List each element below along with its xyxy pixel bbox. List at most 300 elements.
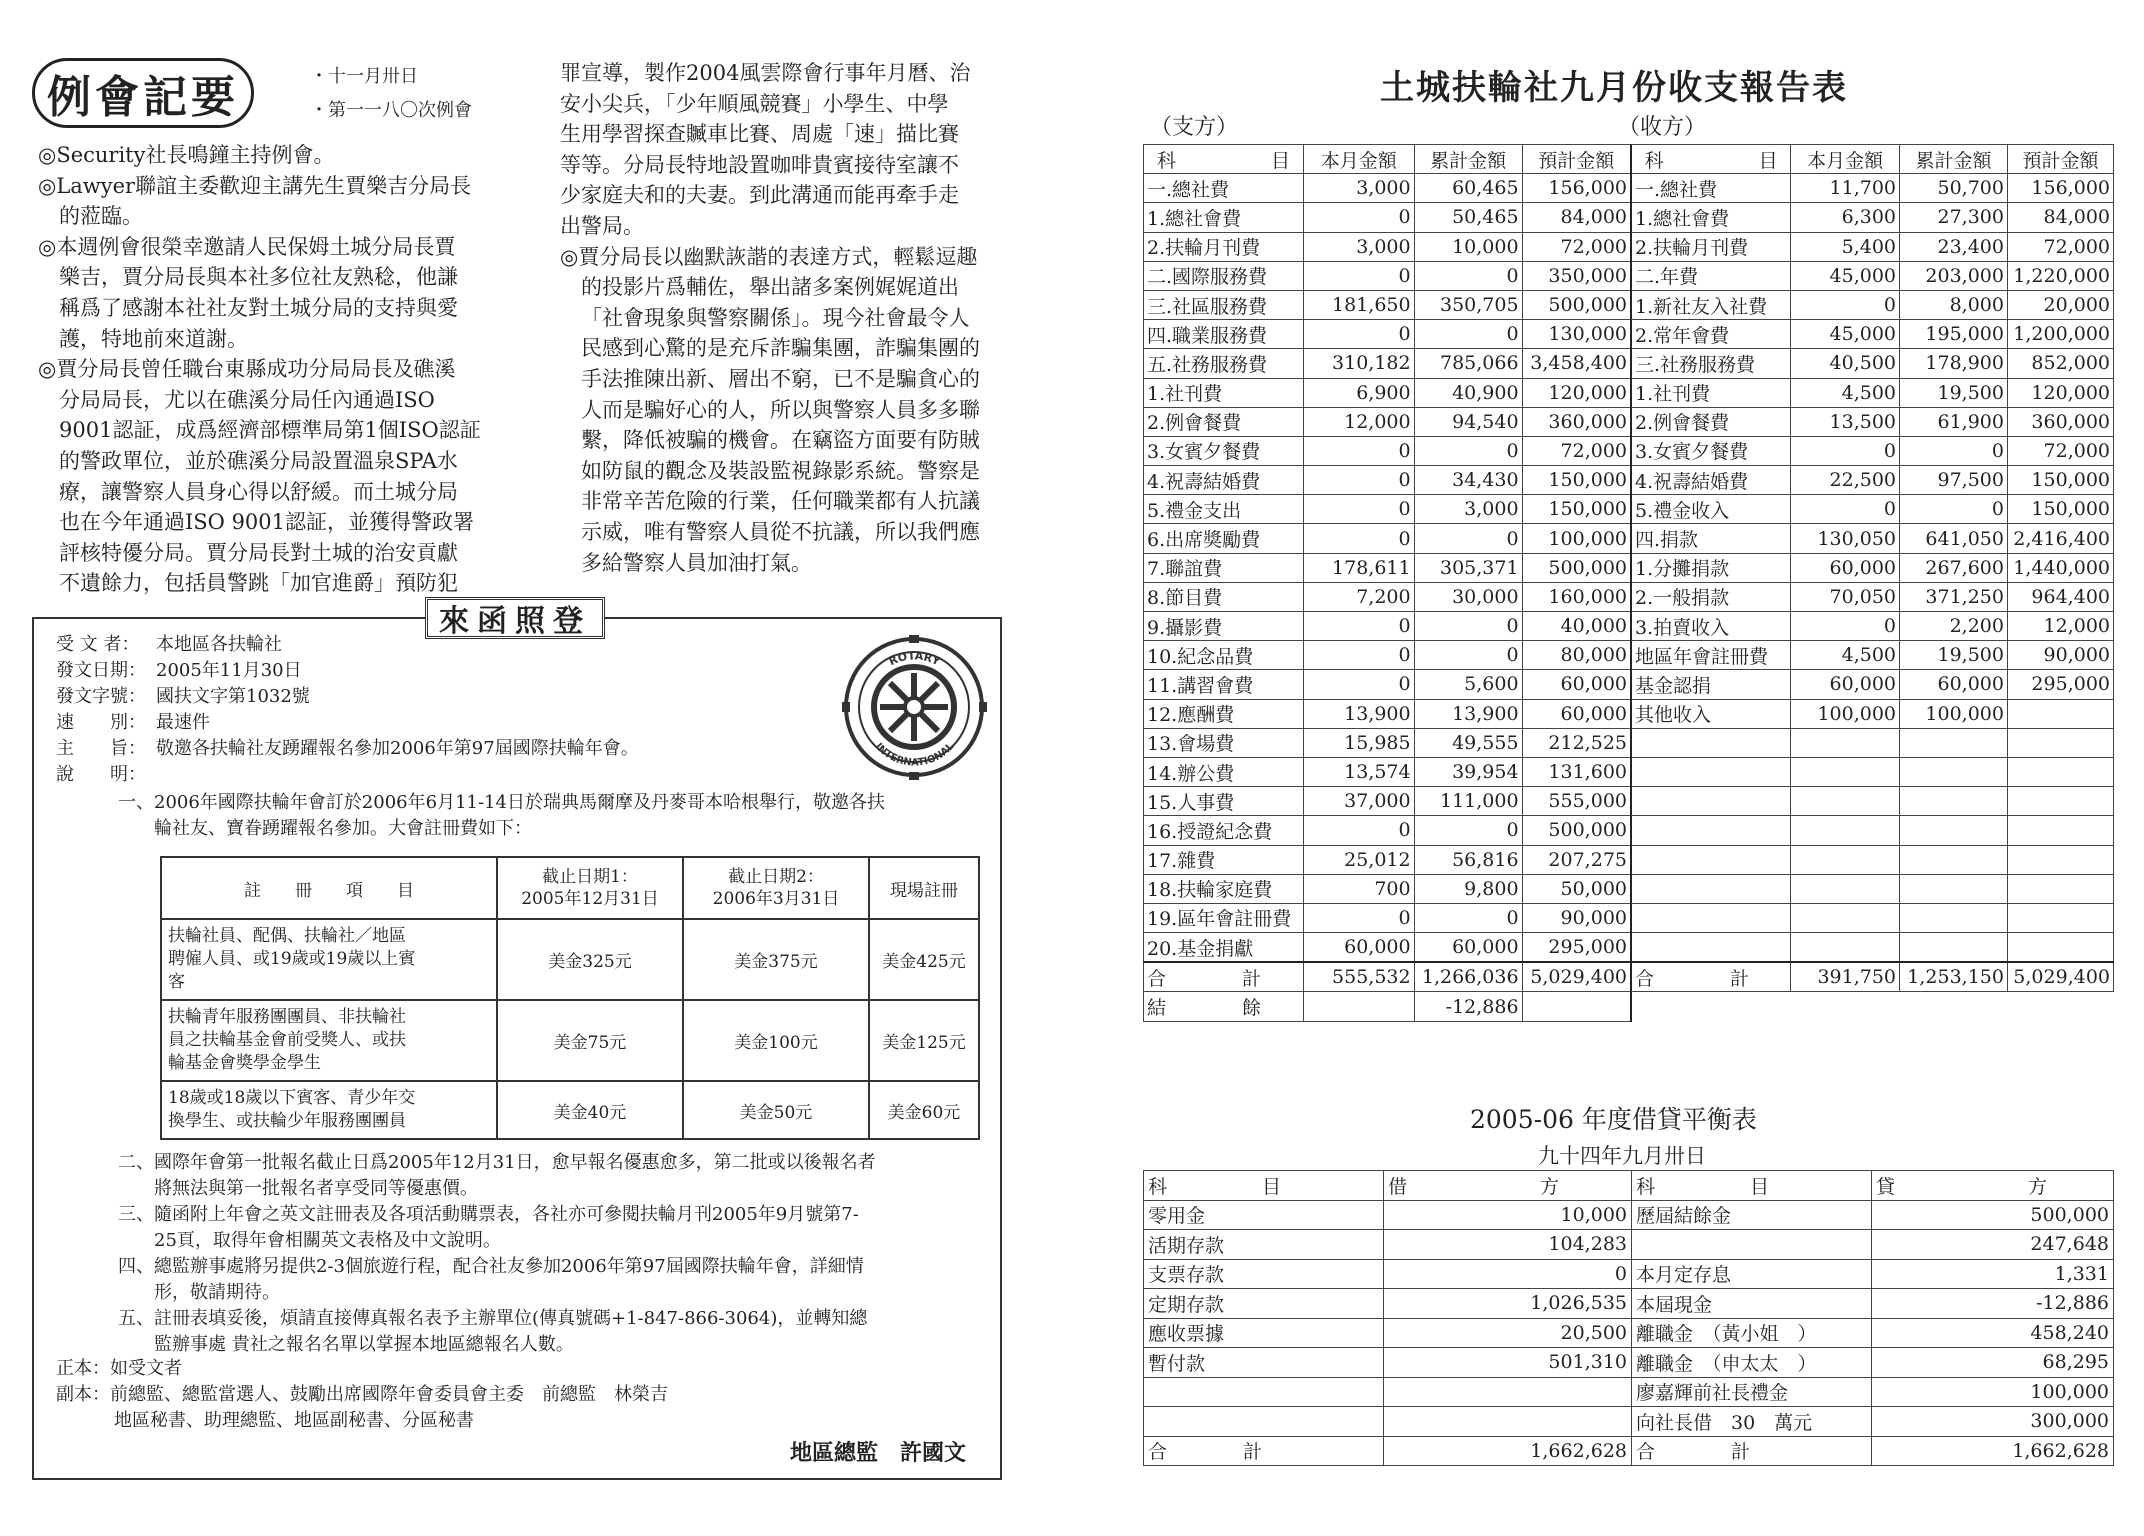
amount-cell: 0 <box>1414 524 1522 553</box>
article-line: 也在今年通過ISO 9001認証，並獲得警政署 <box>59 510 475 535</box>
account-name-cell: 2.例會餐費 <box>1631 407 1791 436</box>
amount-cell: 0 <box>1303 612 1414 641</box>
article-line: 「社會現象與警察關係」。現今社會最令人 <box>581 305 970 330</box>
fee-cell: 美金375元 <box>683 919 869 1000</box>
amount-cell: 60,000 <box>1522 699 1631 728</box>
article-line: 人而是騙好心的人，所以與警察人員多多聯 <box>581 397 980 422</box>
copy-recipients <box>56 1382 936 1434</box>
amount-cell <box>1900 787 2008 816</box>
article-line: 護，特地前來道謝。 <box>59 326 248 351</box>
amount-cell <box>1900 816 2008 845</box>
field-value: 本地區各扶輪社 <box>156 634 282 655</box>
account-name-cell: 科 目 <box>1632 1171 1872 1201</box>
amount-cell: 0 <box>1303 524 1414 553</box>
amount-cell: 0 <box>1414 612 1522 641</box>
item-line: 監辦事處 貴社之報名名單以掌握本地區總報名人數。 <box>154 1334 574 1355</box>
amount-cell: 0 <box>1414 816 1522 845</box>
amount-cell <box>2007 903 2113 932</box>
article-line: 出警局。 <box>560 213 644 238</box>
table-row <box>1144 933 2114 963</box>
account-name-cell: 2.一般捐款 <box>1631 582 1791 611</box>
fee-cell: 美金325元 <box>497 919 683 1000</box>
amount-cell: 111,000 <box>1414 787 1522 816</box>
amount-cell: 60,000 <box>1414 933 1522 963</box>
account-name-cell: 13.會場費 <box>1144 728 1304 757</box>
account-name-cell: 三.社區服務費 <box>1144 290 1304 319</box>
table-header: 現場註冊 <box>869 857 979 919</box>
account-name-cell: 合 計 <box>1144 1436 1384 1466</box>
amount-cell: 0 <box>1414 903 1522 932</box>
item-line: 五、註冊表填妥後，煩請直接傳真報名表予主辦單位(傳真號碼+1-847-866-3064)，並轉知總 <box>118 1308 868 1329</box>
article-line: 等等。分局長特地設置咖啡貴賓接待室讓不 <box>560 152 959 177</box>
article-line: 繫，降低被騙的機會。在竊盜方面要有防賊 <box>581 428 980 453</box>
amount-cell: 97,500 <box>1900 466 2008 495</box>
amount-cell: 3,000 <box>1303 232 1414 261</box>
field-key: 速 別： <box>56 712 146 733</box>
amount-cell: 852,000 <box>2007 349 2113 378</box>
account-name-cell: 應收票據 <box>1144 1318 1384 1348</box>
amount-cell: 預計金額 <box>2007 145 2113 174</box>
table-row <box>1144 582 2114 611</box>
account-name-cell: 1.社刊費 <box>1144 378 1304 407</box>
amount-cell: 0 <box>1414 261 1522 290</box>
amount-cell: 555,532 <box>1303 962 1414 992</box>
account-name-cell: 2.常年會費 <box>1631 320 1791 349</box>
balance-sheet-table <box>1143 1170 2114 1466</box>
desc-line: 聘僱人員、或19歲或19歲以上賓 <box>168 949 416 969</box>
copy-line: 地區秘書、助理總監、地區副秘書、分區秘書 <box>114 1410 474 1431</box>
meeting-meta <box>310 60 472 128</box>
amount-cell: 5,400 <box>1791 232 1900 261</box>
article-line: 稱爲了感謝本社社友對土城分局的支持與愛 <box>59 295 458 320</box>
account-name-cell <box>1632 1230 1872 1260</box>
amount-cell: 11,700 <box>1791 174 1900 203</box>
account-name-cell: 科 目 <box>1144 1171 1384 1201</box>
fee-cell: 美金60元 <box>869 1081 979 1139</box>
amount-cell: 1,662,628 <box>1872 1436 2114 1466</box>
amount-cell: 295,000 <box>1522 933 1631 963</box>
account-name-cell: 四.職業服務費 <box>1144 320 1304 349</box>
amount-cell: 700 <box>1303 874 1414 903</box>
amount-cell: 25,012 <box>1303 845 1414 874</box>
amount-cell: 104,283 <box>1384 1230 1632 1260</box>
seal-text-bottom: INTERNATIONAL <box>872 741 957 769</box>
amount-cell: 203,000 <box>1900 261 2008 290</box>
table-row <box>1144 845 2114 874</box>
amount-cell: 60,000 <box>1791 553 1900 582</box>
amount-cell: 1,440,000 <box>2007 553 2113 582</box>
amount-cell <box>1384 1377 1632 1407</box>
amount-cell: 0 <box>1900 495 2008 524</box>
letter-field <box>56 762 836 788</box>
account-name-cell: 7.聯誼費 <box>1144 553 1304 582</box>
amount-cell: 207,275 <box>1522 845 1631 874</box>
table-row <box>1144 203 2114 232</box>
fee-cell: 美金75元 <box>497 1000 683 1081</box>
amount-cell <box>1900 757 2008 786</box>
amount-cell: 120,000 <box>1522 378 1631 407</box>
account-name-cell: 20.基金捐獻 <box>1144 933 1304 963</box>
item-line: 輪社友、寶眷踴躍報名參加。大會註冊費如下： <box>154 818 532 839</box>
field-key: 發文字號： <box>56 686 146 707</box>
article-line: ◎Security社長鳴鐘主持例會。 <box>38 143 335 167</box>
letter-item <box>118 1202 998 1254</box>
amount-cell: 150,000 <box>2007 495 2113 524</box>
amount-cell: 0 <box>1303 903 1414 932</box>
amount-cell: 181,650 <box>1303 290 1414 319</box>
table-cell <box>161 1000 497 1081</box>
article-line: 的投影片爲輔佐，舉出諸多案例娓娓道出 <box>581 275 959 300</box>
account-name-cell: 結 餘 <box>1144 992 1304 1021</box>
account-name-cell: 向社長借 30 萬元 <box>1632 1407 1872 1437</box>
fee-cell: 美金100元 <box>683 1000 869 1081</box>
account-name-cell: 17.雜費 <box>1144 845 1304 874</box>
account-name-cell: 一.總社費 <box>1144 174 1304 203</box>
item-line: 三、隨函附上年會之英文註冊表及各項活動購票表，各社亦可參閱扶輪月刊2005年9月號第7- <box>118 1204 859 1225</box>
account-name-cell <box>1631 874 1791 903</box>
table-row <box>1144 1230 2114 1260</box>
item-line: 四、總監辦事處將另提供2-3個旅遊行程，配合社友參加2006年第97屆國際扶輪年會，詳細情 <box>118 1256 864 1277</box>
amount-cell: 360,000 <box>1522 407 1631 436</box>
amount-cell: 1,220,000 <box>2007 261 2113 290</box>
article-line: ◎賈分局長以幽默詼諧的表達方式，輕鬆逗趣 <box>560 244 978 269</box>
meeting-number: ・第一一八〇次例會 <box>310 100 472 121</box>
field-value: 2005年11月30日 <box>156 660 302 681</box>
table-row <box>1144 1377 2114 1407</box>
field-key: 發文日期： <box>56 660 146 681</box>
account-name-cell: 基金認捐 <box>1631 670 1791 699</box>
amount-cell: 150,000 <box>1522 466 1631 495</box>
balance-sheet-date: 九十四年九月卅日 <box>1538 1144 1706 1168</box>
amount-cell <box>2007 728 2113 757</box>
original-recipient: 正本：如受文者 <box>56 1358 182 1379</box>
fee-cell: 美金125元 <box>869 1000 979 1081</box>
account-name-cell: 定期存款 <box>1144 1289 1384 1319</box>
account-name-cell: 活期存款 <box>1144 1230 1384 1260</box>
article-line: 少家庭夫和的夫妻。到此溝通而能再牽手走 <box>560 183 959 208</box>
account-name-cell: 五.社務服務費 <box>1144 349 1304 378</box>
amount-cell: 60,000 <box>1900 670 2008 699</box>
amount-cell: 10,000 <box>1414 232 1522 261</box>
amount-cell: 本月金額 <box>1303 145 1414 174</box>
amount-cell: 4,500 <box>1791 641 1900 670</box>
amount-cell: 84,000 <box>2007 203 2113 232</box>
account-name-cell: 15.人事費 <box>1144 787 1304 816</box>
table-row <box>1144 378 2114 407</box>
letter-item-1 <box>118 790 998 842</box>
amount-cell: 0 <box>1791 436 1900 465</box>
amount-cell: 13,900 <box>1303 699 1414 728</box>
amount-cell: 2,200 <box>1900 612 2008 641</box>
account-name-cell: 6.出席獎勵費 <box>1144 524 1304 553</box>
table-row <box>1144 1348 2114 1378</box>
amount-cell: 350,705 <box>1414 290 1522 319</box>
article-line: ◎賈分局長曾任職台東縣成功分局局長及礁溪 <box>38 357 456 382</box>
article-line: 非常辛苦危險的行業，任何職業都有人抗議 <box>581 489 980 514</box>
registration-fee-table <box>160 856 980 1140</box>
amount-cell: 555,000 <box>1522 787 1631 816</box>
letter-item <box>118 1254 998 1306</box>
amount-cell: 350,000 <box>1522 261 1631 290</box>
amount-cell: 3,000 <box>1414 495 1522 524</box>
amount-cell <box>1791 933 1900 963</box>
table-row <box>1144 553 2114 582</box>
rotary-wheel-logo <box>842 635 987 780</box>
account-name-cell <box>1631 903 1791 932</box>
table-row <box>1144 1436 2114 1466</box>
account-name-cell: 1.總社會費 <box>1144 203 1304 232</box>
amount-cell: 56,816 <box>1414 845 1522 874</box>
amount-cell: 60,000 <box>1791 670 1900 699</box>
article-line: 示威，唯有警察人員從不抗議，所以我們應 <box>581 519 980 544</box>
amount-cell: 50,000 <box>1522 874 1631 903</box>
amount-cell: 34,430 <box>1414 466 1522 495</box>
amount-cell: 50,465 <box>1414 203 1522 232</box>
amount-cell: 212,525 <box>1522 728 1631 757</box>
amount-cell: 50,700 <box>1900 174 2008 203</box>
account-name-cell: 合 計 <box>1631 962 1791 992</box>
amount-cell: 247,648 <box>1872 1230 2114 1260</box>
account-name-cell: 科 目 <box>1631 145 1791 174</box>
account-name-cell: 支票存款 <box>1144 1259 1384 1289</box>
amount-cell: 13,900 <box>1414 699 1522 728</box>
account-name-cell: 10.紀念品費 <box>1144 641 1304 670</box>
account-name-cell: 2.例會餐費 <box>1144 407 1304 436</box>
amount-cell <box>1522 992 1631 1021</box>
amount-cell: 累計金額 <box>1414 145 1522 174</box>
letter-field <box>56 710 836 736</box>
item-line: 二、國際年會第一批報名截止日爲2005年12月31日，愈早報名優惠愈多，第二批或以後報名者 <box>118 1152 876 1173</box>
article-line: 9001認証，成爲經濟部標準局第1個ISO認証 <box>59 418 481 443</box>
amount-cell: 30,000 <box>1414 582 1522 611</box>
table-row <box>1144 145 2114 174</box>
article-line: 罪宣導，製作2004風雲際會行事年月曆、治 <box>560 61 971 85</box>
letter-item <box>118 1150 998 1202</box>
fee-cell: 美金40元 <box>497 1081 683 1139</box>
account-name-cell: 11.講習會費 <box>1144 670 1304 699</box>
account-name-cell <box>1631 816 1791 845</box>
account-name-cell: 零用金 <box>1144 1200 1384 1230</box>
account-name-cell: 1.總社會費 <box>1631 203 1791 232</box>
amount-cell: 120,000 <box>2007 378 2113 407</box>
account-name-cell: 2.扶輪月刊費 <box>1631 232 1791 261</box>
article-line: 的蒞臨。 <box>59 204 143 229</box>
account-name-cell: 地區年會註冊費 <box>1631 641 1791 670</box>
amount-cell: 0 <box>1414 641 1522 670</box>
amount-cell: 178,900 <box>1900 349 2008 378</box>
amount-cell: 0 <box>1900 436 2008 465</box>
amount-cell: 305,371 <box>1414 553 1522 582</box>
table-row <box>1144 1171 2114 1201</box>
account-name-cell <box>1631 787 1791 816</box>
account-name-cell: 18.扶輪家庭費 <box>1144 874 1304 903</box>
amount-cell: 72,000 <box>1522 232 1631 261</box>
amount-cell: 0 <box>1303 495 1414 524</box>
amount-cell: 100,000 <box>1900 699 2008 728</box>
article-paragraph <box>38 354 508 599</box>
amount-cell: 累計金額 <box>1900 145 2008 174</box>
table-header: 截止日期1： 2005年12月31日 <box>497 857 683 919</box>
fee-cell: 美金50元 <box>683 1081 869 1139</box>
article-line: 多給警察人員加油打氣。 <box>581 550 812 575</box>
amount-cell: 4,500 <box>1791 378 1900 407</box>
account-name-cell: 16.授證紀念費 <box>1144 816 1304 845</box>
amount-cell: 785,066 <box>1414 349 1522 378</box>
table-row <box>1144 436 2114 465</box>
amount-cell: 500,000 <box>1522 816 1631 845</box>
amount-cell <box>2007 933 2113 963</box>
amount-cell: 0 <box>1303 816 1414 845</box>
article-line: 樂吉，賈分局長與本社多位社友熟稔，他謙 <box>59 265 458 290</box>
letter-items <box>118 1150 998 1358</box>
table-row <box>1144 290 2114 319</box>
amount-cell: 9,800 <box>1414 874 1522 903</box>
amount-cell <box>2007 757 2113 786</box>
amount-cell: 49,555 <box>1414 728 1522 757</box>
amount-cell <box>2007 787 2113 816</box>
amount-cell <box>1384 1407 1632 1437</box>
seal-text-top: ROTARY <box>886 649 943 669</box>
amount-cell: 6,900 <box>1303 378 1414 407</box>
amount-cell: 8,000 <box>1900 290 2008 319</box>
amount-cell: 90,000 <box>1522 903 1631 932</box>
account-name-cell <box>1631 933 1791 963</box>
empty-cell <box>1631 992 2114 1021</box>
amount-cell <box>1791 816 1900 845</box>
account-name-cell: 離職金 （申太太 ） <box>1632 1348 1872 1378</box>
amount-cell: 1,662,628 <box>1384 1436 1632 1466</box>
amount-cell <box>1791 903 1900 932</box>
table-row <box>1144 757 2114 786</box>
amount-cell <box>1791 728 1900 757</box>
table-row <box>1144 524 2114 553</box>
table-row <box>1144 1200 2114 1230</box>
account-name-cell: 5.禮金支出 <box>1144 495 1304 524</box>
amount-cell: 預計金額 <box>1522 145 1631 174</box>
amount-cell: 0 <box>1414 320 1522 349</box>
amount-cell: 0 <box>1791 290 1900 319</box>
letter-item <box>118 1306 998 1358</box>
amount-cell <box>1791 845 1900 874</box>
amount-cell: 0 <box>1414 436 1522 465</box>
article-line: 療，讓警察人員身心得以舒緩。而土城分局 <box>59 479 458 504</box>
amount-cell: -12,886 <box>1414 992 1522 1021</box>
amount-cell: 13,574 <box>1303 757 1414 786</box>
amount-cell: 300,000 <box>1872 1407 2114 1437</box>
account-name-cell: 1.社刊費 <box>1631 378 1791 407</box>
article-paragraph <box>560 58 1010 242</box>
account-name-cell: 2.扶輪月刊費 <box>1144 232 1304 261</box>
account-name-cell: 其他收入 <box>1631 699 1791 728</box>
amount-cell <box>1900 874 2008 903</box>
table-row <box>1144 728 2114 757</box>
field-value: 最速件 <box>156 712 210 733</box>
amount-cell: 借 方 <box>1384 1171 1632 1201</box>
amount-cell: 130,000 <box>1522 320 1631 349</box>
amount-cell: 40,500 <box>1791 349 1900 378</box>
article-line: 安小尖兵，「少年順風競賽」小學生、中學 <box>560 91 949 116</box>
account-name-cell <box>1631 757 1791 786</box>
amount-cell: 1,253,150 <box>1900 962 2008 992</box>
table-header: 註 冊 項 目 <box>161 857 497 919</box>
amount-cell: 500,000 <box>1872 1200 2114 1230</box>
table-row <box>1144 407 2114 436</box>
amount-cell: 0 <box>1303 466 1414 495</box>
field-value: 敬邀各扶輪社友踴躍報名參加2006年第97屆國際扶輪年會。 <box>156 738 639 759</box>
amount-cell: 391,750 <box>1791 962 1900 992</box>
article-column-1 <box>38 140 508 599</box>
table-row <box>1144 1407 2114 1437</box>
desc-line: 扶輪社員、配偶、扶輪社／地區 <box>168 926 406 946</box>
amount-cell <box>1900 845 2008 874</box>
item-line: 將無法與第一批報名者享受同等優惠價。 <box>154 1178 478 1199</box>
field-key: 主 旨： <box>56 738 146 759</box>
account-name-cell: 8.節目費 <box>1144 582 1304 611</box>
amount-cell: 20,000 <box>2007 290 2113 319</box>
account-name-cell: 二.國際服務費 <box>1144 261 1304 290</box>
amount-cell: -12,886 <box>1872 1289 2114 1319</box>
copy-line: 副本：前總監、總監當選人、鼓勵出席國際年會委員會主委 前總監 林榮吉 <box>56 1384 668 1405</box>
article-line: ◎Lawyer聯誼主委歡迎主講先生賈樂吉分局長 <box>38 173 472 198</box>
account-name-cell: 4.祝壽結婚費 <box>1631 466 1791 495</box>
desc-line: 換學生、或扶輪少年服務團團員 <box>168 1111 406 1131</box>
amount-cell: 94,540 <box>1414 407 1522 436</box>
balance-sheet-title: 2005-06 年度借貸平衡表 <box>1470 1105 1757 1134</box>
account-name-cell <box>1631 728 1791 757</box>
amount-cell: 45,000 <box>1791 261 1900 290</box>
table-row <box>1144 1289 2114 1319</box>
amount-cell: 72,000 <box>1522 436 1631 465</box>
table-row <box>1144 699 2114 728</box>
fee-cell: 美金425元 <box>869 919 979 1000</box>
account-name-cell: 廖嘉輝前社長禮金 <box>1632 1377 1872 1407</box>
amount-cell: 3,458,400 <box>1522 349 1631 378</box>
amount-cell: 70,050 <box>1791 582 1900 611</box>
amount-cell: 72,000 <box>2007 436 2113 465</box>
letter-field <box>56 684 836 710</box>
amount-cell: 61,900 <box>1900 407 2008 436</box>
table-row <box>1144 787 2114 816</box>
table-row <box>1144 320 2114 349</box>
letter-field <box>56 658 836 684</box>
amount-cell: 貸 方 <box>1872 1171 2114 1201</box>
article-paragraph <box>38 140 508 171</box>
amount-cell: 19,500 <box>1900 641 2008 670</box>
account-name-cell: 科 目 <box>1144 145 1304 174</box>
account-name-cell: 5.禮金收入 <box>1631 495 1791 524</box>
table-row <box>1144 874 2114 903</box>
table-row <box>1144 466 2114 495</box>
amount-cell: 5,029,400 <box>1522 962 1631 992</box>
account-name-cell: 19.區年會註冊費 <box>1144 903 1304 932</box>
account-name-cell: 本屆現金 <box>1632 1289 1872 1319</box>
table-cell <box>161 1081 497 1139</box>
amount-cell <box>1791 757 1900 786</box>
account-name-cell: 暫付款 <box>1144 1348 1384 1378</box>
amount-cell: 100,000 <box>1791 699 1900 728</box>
expense-side-label: （支方） <box>1150 115 1239 140</box>
account-name-cell: 3.女賓夕餐費 <box>1631 436 1791 465</box>
account-name-cell: 4.祝壽結婚費 <box>1144 466 1304 495</box>
account-name-cell: 合 計 <box>1632 1436 1872 1466</box>
article-line: 如防鼠的觀念及裝設監視錄影系統。警察是 <box>581 458 980 483</box>
account-name-cell: 二.年費 <box>1631 261 1791 290</box>
table-row <box>1144 495 2114 524</box>
amount-cell: 68,295 <box>1872 1348 2114 1378</box>
account-name-cell <box>1631 845 1791 874</box>
amount-cell: 500,000 <box>1522 553 1631 582</box>
amount-cell: 131,600 <box>1522 757 1631 786</box>
